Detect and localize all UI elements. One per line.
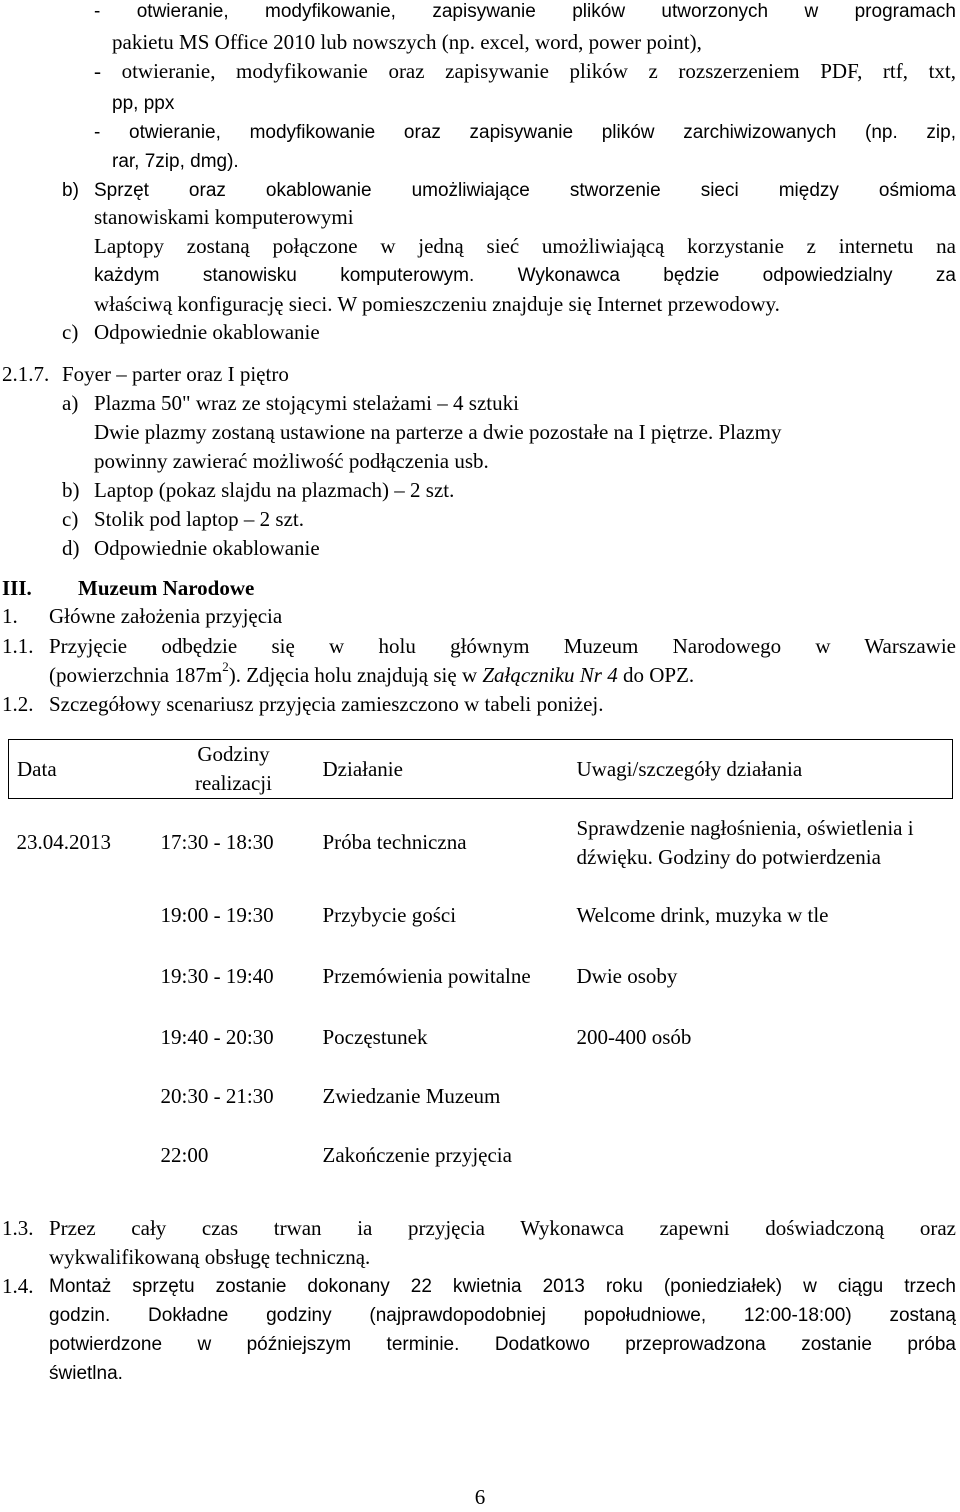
table-row [9, 945, 953, 1009]
paragraph-line: właściwą konfigurację sieci. W pomieszczeniu znajduje się Internet przewodowy. [94, 292, 780, 316]
superscript: 2 [222, 659, 229, 674]
section-title: Foyer – parter oraz I piętro [62, 362, 289, 386]
table-cell-hours: 19:40 - 20:30 [160, 1025, 274, 1049]
list-marker: b) [62, 478, 80, 502]
column-header: Godziny realizacji [153, 740, 315, 799]
table-cell-hours: 20:30 - 21:30 [160, 1084, 274, 1108]
list-text: Stolik pod laptop – 2 szt. [94, 507, 304, 531]
section-heading: Sprzęt oraz okablowanie umożliwiające stworzenie sieci między ośmioma [94, 180, 956, 201]
list-text: Plazma 50" wraz ze stojącymi stelażami – 4 sztuki [94, 391, 519, 415]
table-cell-action: Próba techniczna [322, 830, 467, 855]
paragraph-line: Montaż sprzętu zostanie dokonany 22 kwietnia 2013 roku (poniedziałek) w ciągu trzech [49, 1276, 956, 1297]
section-number: 1.2. [2, 692, 34, 716]
column-header: Data [9, 740, 153, 799]
section-number: 1.1. [2, 634, 34, 658]
paragraph-line: Szczegółowy scenariusz przyjęcia zamieszczono w tabeli poniżej. [49, 692, 604, 716]
paragraph-line [49, 661, 694, 690]
section-title: Główne założenia przyjęcia [49, 604, 283, 628]
table-cell-action: Przemówienia powitalne [322, 964, 531, 988]
section-heading: stanowiskami komputerowymi [94, 205, 354, 229]
text-run: ). Zdjęcia holu znajdują się w [228, 663, 483, 687]
paragraph-line: świetlna. [49, 1363, 123, 1384]
table-header-row [9, 740, 953, 799]
table-row [9, 1067, 953, 1127]
bullet-text-serif: pakietu MS Office 2010 lub nowszych (np. excel, word, power point), [112, 30, 702, 54]
text-run: (powierzchnia 187m [49, 663, 223, 687]
bullet-line: pp, ppx [112, 93, 175, 114]
table-cell-notes: Sprawdzenie nagłośnienia, oświetlenia i dźwięku. Godziny do potwierdzenia [576, 815, 914, 869]
paragraph-line: godzin. Dokładne godziny (najprawdopodobniej popołudniowe, 12:00-18:00) zostaną [49, 1305, 956, 1326]
table-cell-date [9, 887, 153, 945]
table-row [9, 1127, 953, 1185]
table-cell-action: Zakończenie przyjęcia [322, 1143, 512, 1167]
table-cell-action: Przybycie gości [322, 903, 457, 927]
list-text: Odpowiednie okablowanie [94, 320, 320, 344]
table-cell-notes [569, 1127, 953, 1185]
table-cell-date [9, 1067, 153, 1127]
table-row [9, 887, 953, 945]
list-marker: d) [62, 536, 80, 560]
bullet-line: - otwieranie, modyfikowanie, zapisywanie plików utworzonych w programach [94, 1, 956, 22]
bullet-line: rar, 7zip, dmg). [112, 151, 239, 172]
table-cell-hours: 19:30 - 19:40 [160, 964, 274, 988]
table-cell-notes: Welcome drink, muzyka w tle [576, 903, 829, 927]
paragraph-line: Dwie plazmy zostaną ustawione na parterze a dwie pozostałe na I piętrze. Plazmy [94, 420, 782, 444]
table-cell-date [9, 1009, 153, 1067]
paragraph-line: wykwalifikowaną obsługę techniczną. [49, 1245, 371, 1269]
table-cell-date [9, 945, 153, 1009]
paragraph-line: Laptopy zostaną połączone w jedną sieć umożliwiającą korzystanie z internetu na [94, 234, 956, 258]
list-text: Laptop (pokaz slajdu na plazmach) – 2 szt. [94, 478, 455, 502]
table-cell-hours: 19:00 - 19:30 [160, 903, 274, 927]
section-number: 1.3. [2, 1216, 34, 1240]
table-cell-date [9, 1127, 153, 1185]
column-header: Działanie [315, 740, 569, 799]
table-cell-notes [569, 1067, 953, 1127]
page-number: 6 [474, 1485, 486, 1509]
bullet-line [112, 28, 702, 57]
table-cell-notes: Dwie osoby [576, 964, 678, 988]
table-cell-hours: 17:30 - 18:30 [160, 830, 274, 855]
list-text: Odpowiednie okablowanie [94, 536, 320, 560]
paragraph-line: Przez cały czas trwan ia przyjęcia Wykonawca zapewni doświadczoną oraz [49, 1216, 956, 1240]
table-cell-date: 23.04.2013 [16, 830, 111, 855]
chapter-title: Muzeum Narodowe [78, 576, 255, 600]
schedule-table [8, 739, 953, 1185]
list-marker: a) [62, 391, 79, 415]
text-run: do OPZ. [617, 663, 695, 687]
table-cell-action: Zwiedzanie Muzeum [322, 1084, 501, 1108]
table-row [9, 799, 953, 887]
bullet-line: - otwieranie, modyfikowanie oraz zapisywanie plików z rozszerzeniem PDF, rtf, txt, [94, 59, 956, 83]
section-number: 1.4. [2, 1274, 34, 1298]
paragraph-line: powinny zawierać możliwość podłączenia usb. [94, 449, 489, 473]
paragraph-line: Przyjęcie odbędzie się w holu głównym Muzeum Narodowego w Warszawie [49, 634, 956, 658]
table-cell-notes: 200-400 osób [576, 1025, 692, 1049]
column-header: Uwagi/szczegóły działania [569, 740, 953, 799]
paragraph-line: każdym stanowisku komputerowym. Wykonawca będzie odpowiedzialny za [94, 265, 956, 286]
bullet-line: - otwieranie, modyfikowanie oraz zapisywanie plików zarchiwizowanych (np. zip, [94, 122, 956, 143]
list-marker: b) [62, 180, 79, 201]
table-row [9, 1009, 953, 1067]
attachment-reference: Załączniku Nr 4 [482, 663, 618, 687]
section-number: 1. [2, 604, 18, 628]
section-number: 2.1.7. [2, 362, 50, 386]
list-marker: c) [62, 320, 79, 344]
chapter-number: III. [2, 576, 32, 600]
paragraph-line: potwierdzone w późniejszym terminie. Dodatkowo przeprowadzona zostanie próba [49, 1334, 956, 1355]
list-marker: c) [62, 507, 79, 531]
table-cell-action: Poczęstunek [322, 1025, 428, 1049]
table-cell-hours: 22:00 [160, 1143, 209, 1167]
